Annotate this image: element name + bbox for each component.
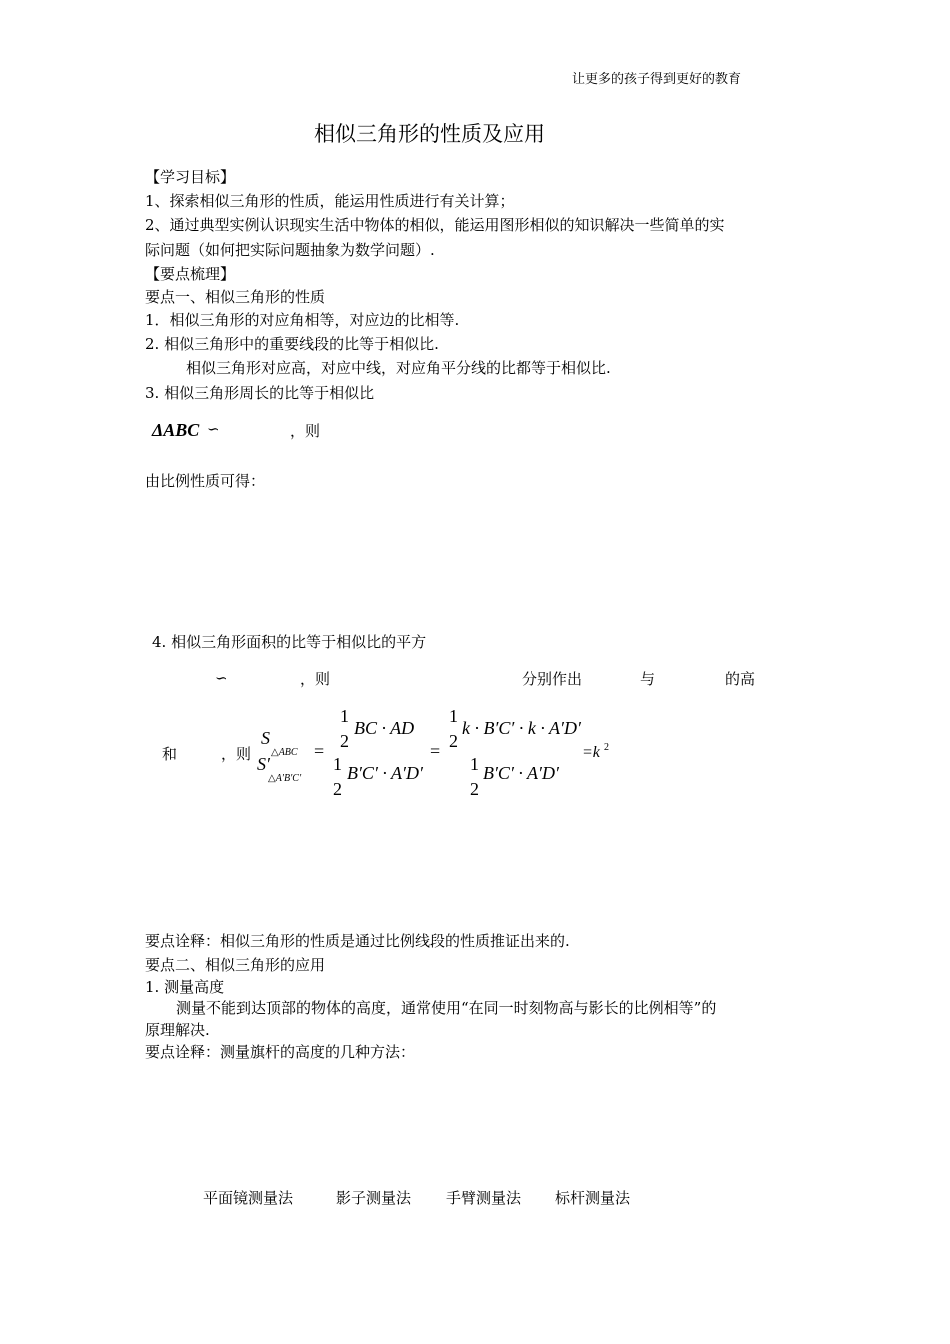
goals-heading: 【学习目标】 [145,168,236,186]
method-mirror: 平面镜测量法 [203,1189,294,1207]
property-item-3: 3. 相似三角形周长的比等于相似比 [145,384,375,402]
formula-numerator-1: BC · AD [354,718,415,738]
triangle-abc-symbol: ΔABC [152,420,200,440]
goal-line-2b: 际问题（如何把实际问题抽象为数学问题）. [145,241,435,259]
measure-text-b: 原理解决. [145,1021,210,1039]
formula-equals-1: = [314,741,325,761]
points-heading: 【要点梳理】 [145,265,236,283]
formula-half-den-4: 2 [470,779,479,799]
formula-half-den-1: 2 [340,731,349,751]
formula-half-num-4: 1 [470,754,479,774]
item4-height-text: 的高 [725,670,756,688]
formula-half-num-1: 1 [340,706,349,726]
point2-title: 要点二、相似三角形的应用 [145,956,326,974]
formula-denominator-2: B′C′ · A′D′ [483,763,559,783]
method-pole: 标杆测量法 [555,1189,631,1207]
note-2: 要点诠释：测量旗杆的高度的几种方法： [145,1043,416,1061]
property-item-4: 4. 相似三角形面积的比等于相似比的平方 [152,633,427,651]
item4-draw-text: 分别作出 [522,670,583,688]
formula-denominator-1: B′C′ · A′D′ [347,763,423,783]
formula-equals-2: = [430,741,441,761]
formula-sub-abc-prime: △A′B′C′ [268,773,302,784]
property-item-2: 2. 相似三角形中的重要线段的比等于相似比. [145,335,439,353]
goal-line-2a: 2、通过典型实例认识现实生活中物体的相似，能运用图形相似的知识解决一些简单的实 [145,216,725,234]
formula-result: =k [582,744,600,761]
method-arm: 手臂测量法 [446,1189,522,1207]
similar-symbol-2: ∽ [215,671,228,687]
property-item-1: 1．相似三角形的对应角相等，对应边的比相等. [145,311,460,329]
formula-s-prime: S′ [257,754,270,774]
header-slogan: 让更多的孩子得到更好的教育 [572,72,742,87]
formula-s: S [261,728,270,748]
formula-half-num-2: 1 [333,754,342,774]
goal-line-1: 1、探索相似三角形的性质，能运用性质进行有关计算； [145,192,515,210]
item3-then: ，则 [290,422,321,440]
formula-half-den-3: 2 [449,731,458,751]
item4-and-text: 与 [640,670,656,688]
measure-text-a: 测量不能到达顶部的物体的高度，通常使用“在同一时刻物高与影长的比例相等”的 [176,999,717,1017]
measure-title: 1. 测量高度 [145,978,225,996]
formula-exponent: 2 [604,742,609,753]
formula-numerator-2: k · B′C′ · k · A′D′ [462,718,581,738]
property-item-2-detail: 相似三角形对应高，对应中线，对应角平分线的比都等于相似比. [186,359,611,377]
ratio-property-text: 由比例性质可得： [145,472,266,490]
item4-then2-text: ，则 [221,745,252,763]
item4-he-text: 和 [162,745,178,763]
similar-symbol: ∽ [207,422,220,438]
formula-half-den-2: 2 [333,779,342,799]
note-1: 要点诠释：相似三角形的性质是通过比例线段的性质推证出来的. [145,932,570,950]
page-title: 相似三角形的性质及应用 [314,122,545,146]
formula-half-num-3: 1 [449,706,458,726]
formula-sub-abc: △ABC [271,747,298,758]
point1-title: 要点一、相似三角形的性质 [145,288,326,306]
item4-then: ，则 [300,670,331,688]
method-shadow: 影子测量法 [336,1189,412,1207]
